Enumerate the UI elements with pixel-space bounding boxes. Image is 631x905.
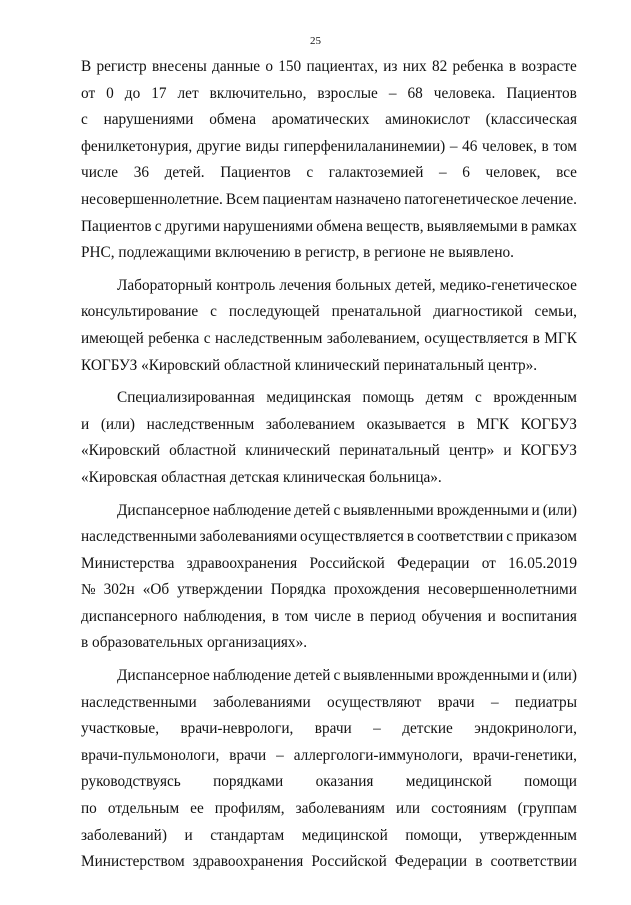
text-line: от 0 до 17 лет включительно, взрослые – 68 человека. Пациентов	[81, 84, 577, 102]
text-line: и (или) наследственным заболеванием оказывается в МГК КОГБУЗ	[81, 415, 577, 433]
document-body	[81, 54, 577, 876]
paragraph-1	[81, 54, 577, 267]
text-line: участковые, врачи-неврологи, врачи – детские эндокринологи,	[81, 720, 577, 738]
text-line: КОГБУЗ «Кировский областной клинический перинатальный центр».	[81, 356, 538, 374]
text-line: наследственными заболеваниями осуществляется в соответствии с приказом	[81, 528, 577, 546]
text-line: числе 36 детей. Пациентов с галактоземией – 6 человек, все	[81, 164, 577, 182]
text-line: несовершеннолетние. Всем пациентам назначено патогенетическое лечение.	[81, 190, 577, 208]
text-line: диспансерного наблюдения, в том числе в период обучения и воспитания	[81, 607, 577, 625]
text-line: Специализированная медицинская помощь детям с врожденным	[117, 389, 577, 407]
text-line: Диспансерное наблюдение детей с выявленными врожденными и (или)	[117, 501, 577, 519]
text-line: «Кировский областной клинический перинатальный центр» и КОГБУЗ	[81, 442, 577, 460]
text-line: Пациентов с другими нарушениями обмена веществ, выявляемыми в рамках	[81, 217, 577, 235]
text-line: имеющей ребенка с наследственным заболеванием, осуществляется в МГК	[81, 329, 577, 347]
text-line: врачи-пульмонологи, врачи – аллергологи-иммунологи, врачи-генетики,	[81, 746, 577, 764]
text-line: Лабораторный контроль лечения больных детей, медико-генетическое	[117, 276, 577, 294]
text-line: Министерства здравоохранения Российской Федерации от 16.05.2019	[81, 554, 577, 572]
text-line: Диспансерное наблюдение детей с выявленными врожденными и (или)	[117, 667, 577, 685]
paragraph-4	[81, 498, 577, 658]
paragraph-5	[81, 663, 577, 876]
text-line: по отдельным ее профилям, заболеваниям или состояниям (группам	[81, 800, 577, 818]
text-line: руководствуясь порядками оказания медицинской помощи	[81, 773, 577, 791]
paragraph-2	[81, 273, 577, 379]
text-line: в образовательных организациях».	[81, 634, 308, 652]
text-line: «Кировская областная детская клиническая больница».	[81, 468, 442, 486]
text-line: консультирование с последующей пренатальной диагностикой семьи,	[81, 303, 577, 321]
text-line: с нарушениями обмена ароматических аминокислот (классическая	[81, 111, 577, 129]
text-line: Министерством здравоохранения Российской Федерации в соответствии	[81, 853, 577, 871]
text-line: В регистр внесены данные о 150 пациентах, из них 82 ребенка в возрасте	[81, 58, 577, 75]
text-line: наследственными заболеваниями осуществляют врачи – педиатры	[81, 693, 577, 711]
text-line: фенилкетонурия, другие виды гиперфенилаланинемии) – 46 человек, в том	[81, 137, 577, 155]
text-line: заболеваний) и стандартам медицинской помощи, утвержденным	[81, 826, 577, 844]
text-line: № 302н «Об утверждении Порядка прохождения несовершеннолетними	[81, 581, 577, 599]
text-line: РНС, подлежащими включению в регистр, в регионе не выявлено.	[81, 244, 514, 262]
page-number: 25	[310, 35, 321, 47]
paragraph-3	[81, 385, 577, 491]
